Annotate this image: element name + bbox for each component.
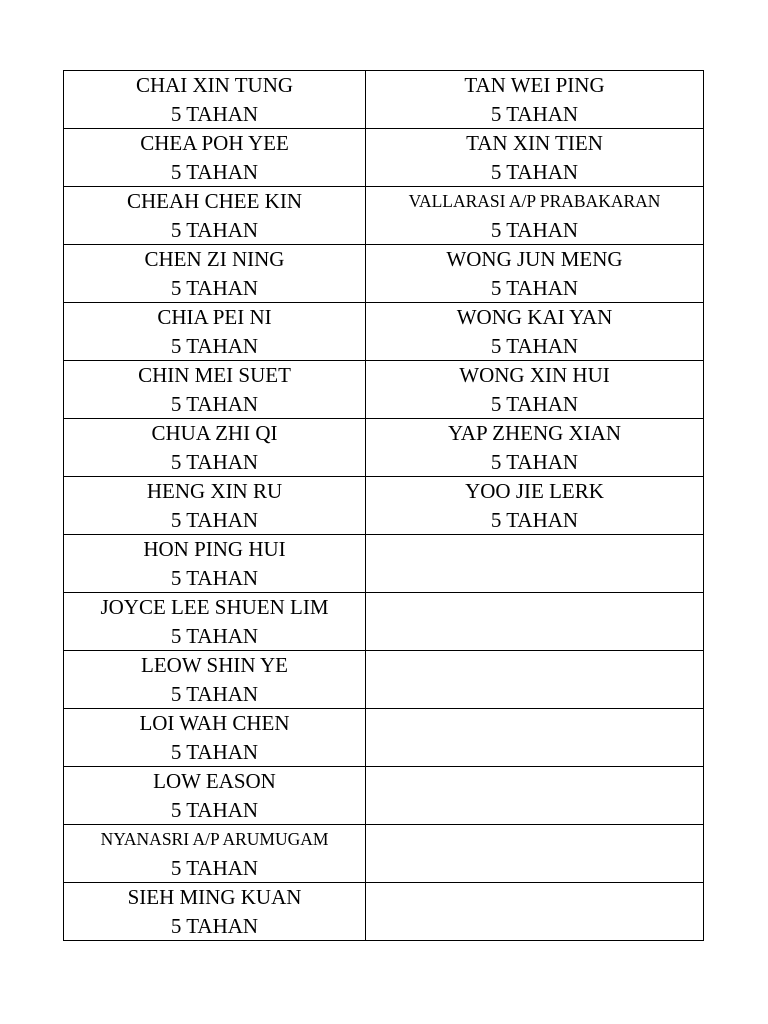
student-class: 5 TAHAN bbox=[490, 334, 579, 358]
name-cell-left bbox=[64, 71, 366, 129]
name-cell-right bbox=[366, 361, 704, 419]
table-row bbox=[64, 129, 704, 187]
student-class: 5 TAHAN bbox=[170, 566, 259, 590]
table-row bbox=[64, 651, 704, 709]
student-name: CHIA PEI NI bbox=[157, 305, 272, 329]
student-name: YOO JIE LERK bbox=[465, 479, 604, 503]
student-class: 5 TAHAN bbox=[490, 450, 579, 474]
name-cell-right bbox=[366, 187, 704, 245]
student-name: CHEAH CHEE KIN bbox=[127, 189, 302, 213]
name-cell-left bbox=[64, 187, 366, 245]
name-cell-right bbox=[366, 71, 704, 129]
name-table bbox=[63, 70, 704, 941]
name-cell-left bbox=[64, 361, 366, 419]
student-name: HON PING HUI bbox=[143, 537, 286, 561]
student-name: LOI WAH CHEN bbox=[139, 711, 290, 735]
name-cell-right bbox=[366, 477, 704, 535]
name-cell-left bbox=[64, 477, 366, 535]
name-cell-right bbox=[366, 129, 704, 187]
student-name: WONG XIN HUI bbox=[459, 363, 610, 387]
name-cell-left bbox=[64, 129, 366, 187]
name-cell-left bbox=[64, 825, 366, 883]
student-class: 5 TAHAN bbox=[490, 508, 579, 532]
student-name: TAN WEI PING bbox=[464, 73, 605, 97]
student-name: CHUA ZHI QI bbox=[151, 421, 278, 445]
student-name: CHIN MEI SUET bbox=[138, 363, 291, 387]
name-cell-left bbox=[64, 303, 366, 361]
name-cell-left bbox=[64, 419, 366, 477]
student-class: 5 TAHAN bbox=[170, 740, 259, 764]
table-row bbox=[64, 187, 704, 245]
student-name: JOYCE LEE SHUEN LIM bbox=[100, 595, 329, 619]
name-cell-right bbox=[366, 303, 704, 361]
student-class: 5 TAHAN bbox=[170, 624, 259, 648]
student-name: CHEN ZI NING bbox=[144, 247, 285, 271]
student-name: LOW EASON bbox=[153, 769, 276, 793]
table-row bbox=[64, 361, 704, 419]
student-class: 5 TAHAN bbox=[170, 856, 259, 880]
student-name: CHEA POH YEE bbox=[140, 131, 289, 155]
empty-cell bbox=[366, 883, 704, 941]
empty-cell bbox=[366, 709, 704, 767]
student-class: 5 TAHAN bbox=[170, 160, 259, 184]
table-row bbox=[64, 419, 704, 477]
name-cell-left bbox=[64, 767, 366, 825]
student-name: HENG XIN RU bbox=[146, 479, 283, 503]
table-row bbox=[64, 245, 704, 303]
name-cell-left bbox=[64, 593, 366, 651]
student-name: VALLARASI A/P PRABAKARAN bbox=[408, 191, 661, 211]
student-class: 5 TAHAN bbox=[170, 508, 259, 532]
name-cell-left bbox=[64, 883, 366, 941]
student-name: SIEH MING KUAN bbox=[127, 885, 302, 909]
table-row bbox=[64, 535, 704, 593]
table-row bbox=[64, 303, 704, 361]
student-name: WONG JUN MENG bbox=[446, 247, 623, 271]
name-cell-left bbox=[64, 245, 366, 303]
student-name: NYANASRI A/P ARUMUGAM bbox=[100, 829, 329, 849]
student-class: 5 TAHAN bbox=[170, 450, 259, 474]
student-name: YAP ZHENG XIAN bbox=[447, 421, 622, 445]
name-cell-right bbox=[366, 419, 704, 477]
empty-cell bbox=[366, 825, 704, 883]
student-class: 5 TAHAN bbox=[170, 276, 259, 300]
student-class: 5 TAHAN bbox=[170, 914, 259, 938]
student-class: 5 TAHAN bbox=[170, 334, 259, 358]
table-row bbox=[64, 825, 704, 883]
student-class: 5 TAHAN bbox=[490, 160, 579, 184]
empty-cell bbox=[366, 767, 704, 825]
student-class: 5 TAHAN bbox=[170, 392, 259, 416]
table-row bbox=[64, 709, 704, 767]
table-row bbox=[64, 71, 704, 129]
table-row bbox=[64, 477, 704, 535]
student-name: WONG KAI YAN bbox=[456, 305, 613, 329]
name-cell-left bbox=[64, 651, 366, 709]
student-class: 5 TAHAN bbox=[170, 798, 259, 822]
empty-cell bbox=[366, 535, 704, 593]
table-row bbox=[64, 767, 704, 825]
name-cell-left bbox=[64, 535, 366, 593]
student-class: 5 TAHAN bbox=[170, 102, 259, 126]
student-class: 5 TAHAN bbox=[490, 276, 579, 300]
student-class: 5 TAHAN bbox=[170, 682, 259, 706]
table-row bbox=[64, 883, 704, 941]
table-row bbox=[64, 593, 704, 651]
student-name: CHAI XIN TUNG bbox=[135, 73, 294, 97]
name-cell-right bbox=[366, 245, 704, 303]
student-class: 5 TAHAN bbox=[490, 392, 579, 416]
name-table-body bbox=[64, 71, 704, 941]
name-cell-left bbox=[64, 709, 366, 767]
student-name: LEOW SHIN YE bbox=[141, 653, 288, 677]
student-class: 5 TAHAN bbox=[490, 218, 579, 242]
empty-cell bbox=[366, 651, 704, 709]
student-class: 5 TAHAN bbox=[170, 218, 259, 242]
student-class: 5 TAHAN bbox=[490, 102, 579, 126]
student-name: TAN XIN TIEN bbox=[466, 131, 603, 155]
empty-cell bbox=[366, 593, 704, 651]
